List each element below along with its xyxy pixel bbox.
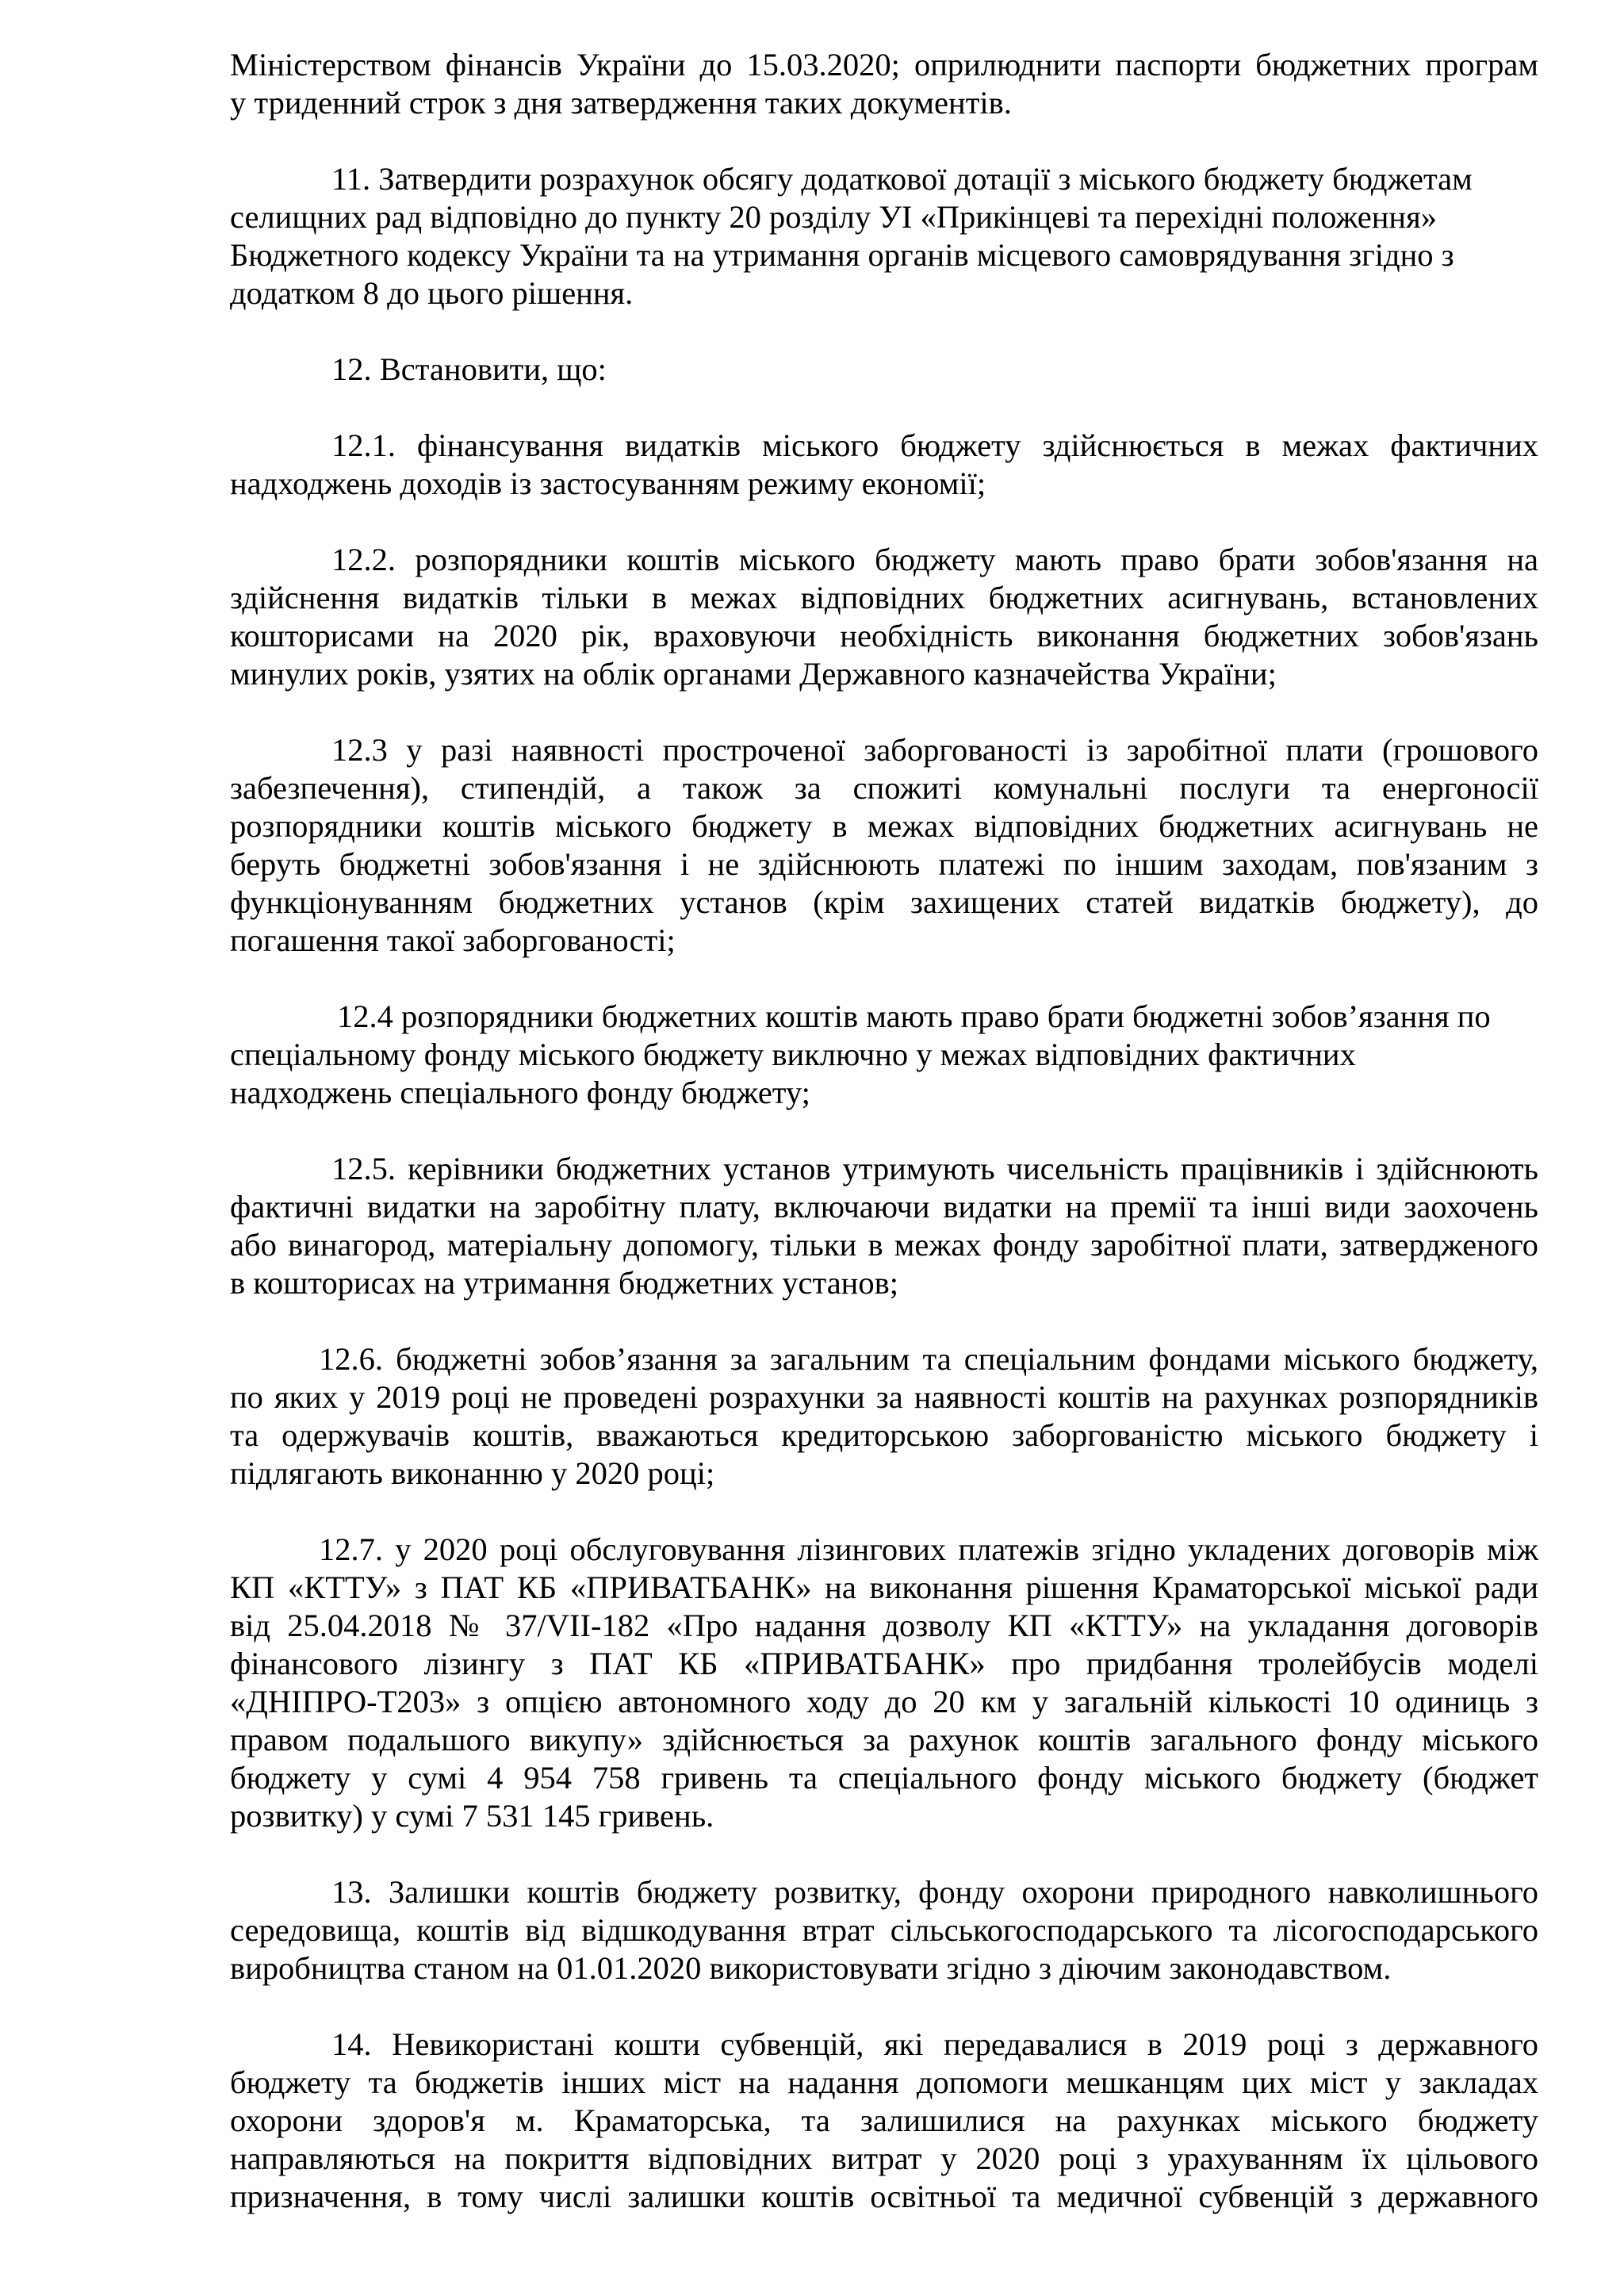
text-line: 11. Затвердити розрахунок обсягу додаткової дотації з міського бюджету бюджетам xyxy=(331,161,1473,197)
text-line: правом подальшого викупу» здійснюється за рахунок коштів загального фонду міського xyxy=(230,1722,1538,1757)
text-line: 14. Невикористані кошти субвенцій, які передавалися в 2019 році з державного xyxy=(331,2026,1538,2062)
text-line: виробництва станом на 01.01.2020 використовувати згідно з діючим законодавством. xyxy=(230,1950,1392,1986)
text-line: спеціальному фонду міського бюджету виключно у межах відповідних фактичних xyxy=(230,1037,1356,1072)
text-line: підлягають виконанню у 2020 році; xyxy=(230,1455,715,1491)
paragraph-12-1 xyxy=(230,427,1538,503)
paragraph-12-7 xyxy=(230,1531,1538,1835)
text-line: 12.1. фінансування видатків міського бюджету здійснюється в межах фактичних xyxy=(331,427,1538,463)
text-line: 12.5. керівники бюджетних установ утримують чисельність працівників і здійснюють xyxy=(331,1151,1538,1186)
document-page xyxy=(230,46,1538,2216)
paragraph-14 xyxy=(230,2026,1538,2216)
text-line: по яких у 2019 році не проведені розрахунки за наявності коштів на рахунках розпорядників xyxy=(230,1379,1538,1415)
text-line: 13. Залишки коштів бюджету розвитку, фонду охорони природного навколишнього xyxy=(331,1874,1538,1910)
paragraph-12-6 xyxy=(230,1340,1538,1493)
paragraph-12-4 xyxy=(230,998,1538,1112)
paragraph-12-5 xyxy=(230,1150,1538,1302)
text-line: 12.7. у 2020 році обслуговування лізингових платежів згідно укладених договорів між xyxy=(319,1531,1538,1567)
text-line: бюджету у сумі 4 954 758 гривень та спеціального фонду міського бюджету (бюджет xyxy=(230,1760,1538,1796)
text-line: або винагород, матеріальну допомогу, тільки в межах фонду заробітної плати, затвердженого xyxy=(230,1227,1538,1263)
text-line: бюджету та бюджетів інших міст на надання допомоги мешканцям цих міст у закладах xyxy=(230,2064,1538,2100)
text-line: КП «КТТУ» з ПАТ КБ «ПРИВАТБАНК» на виконання рішення Краматорської міської ради xyxy=(230,1570,1538,1605)
paragraph-12 xyxy=(230,351,1538,389)
text-line: призначення, в тому числі залишки коштів освітньої та медичної субвенцій з державного xyxy=(230,2179,1538,2214)
text-line: Міністерством фінансів України до 15.03.2020; оприлюднити паспорти бюджетних програм xyxy=(230,47,1538,82)
text-line: розвитку) у сумі 7 531 145 гривень. xyxy=(230,1798,714,1834)
text-line: від 25.04.2018 № 37/VII-182 «Про надання дозволу КП «КТТУ» на укладання договорів xyxy=(230,1608,1538,1643)
text-line: забезпечення), стипендій, а також за спожиті комунальні послуги та енергоносії xyxy=(230,770,1538,806)
paragraph-13 xyxy=(230,1873,1538,1987)
text-line: в кошторисах на утримання бюджетних установ; xyxy=(230,1265,898,1301)
text-line: у триденний строк з дня затвердження таких документів. xyxy=(230,85,1012,121)
paragraph-12-2 xyxy=(230,541,1538,693)
text-line: фактичні видатки на заробітну плату, включаючи видатки на премії та інші види заохочень xyxy=(230,1189,1538,1225)
paragraph-intro xyxy=(230,46,1538,122)
text-line: та одержувачів коштів, вважаються кредиторською заборгованістю міського бюджету і xyxy=(230,1417,1538,1453)
text-line: направляються на покриття відповідних витрат у 2020 році з урахуванням їх цільового xyxy=(230,2141,1538,2176)
text-line: погашення такої заборгованості; xyxy=(230,922,676,958)
text-line: здійснення видатків тільки в межах відповідних бюджетних асигнувань, встановлених xyxy=(230,580,1538,615)
text-line: 12.6. бюджетні зобов’язання за загальним та спеціальним фондами міського бюджету, xyxy=(319,1341,1538,1377)
text-line: 12.3 у разі наявності простроченої заборгованості із заробітної плати (грошового xyxy=(331,732,1538,768)
text-line: функціонуванням бюджетних установ (крім захищених статей видатків бюджету), до xyxy=(230,884,1538,920)
text-line: беруть бюджетні зобов'язання і не здійснюють платежі по іншим заходам, пов'язаним з xyxy=(230,846,1538,882)
text-line: селищних рад відповідно до пункту 20 розділу УІ «Прикінцеві та перехідні положення» xyxy=(230,199,1437,235)
paragraph-12-3 xyxy=(230,731,1538,960)
paragraph-11 xyxy=(230,160,1538,312)
text-line: кошторисами на 2020 рік, враховуючи необхідність виконання бюджетних зобов'язань xyxy=(230,618,1538,654)
text-line: середовища, коштів від відшкодування втрат сільськогосподарського та лісогосподарського xyxy=(230,1912,1538,1948)
text-line: надходжень доходів із застосуванням режиму економії; xyxy=(230,466,986,501)
text-line: 12. Встановити, що: xyxy=(331,351,607,387)
text-line: 12.2. розпорядники коштів міського бюджету мають право брати зобов'язання на xyxy=(331,542,1538,577)
text-line: надходжень спеціального фонду бюджету; xyxy=(230,1075,810,1110)
text-line: фінансового лізингу з ПАТ КБ «ПРИВАТБАНК» про придбання тролейбусів моделі xyxy=(230,1646,1538,1681)
text-line: Бюджетного кодексу України та на утримання органів місцевого самоврядування згідно з xyxy=(230,237,1454,273)
text-line: минулих років, узятих на облік органами Державного казначейства України; xyxy=(230,656,1277,692)
text-line: охорони здоров'я м. Краматорська, та залишилися на рахунках міського бюджету xyxy=(230,2102,1538,2138)
text-line: додатком 8 до цього рішення. xyxy=(230,275,634,311)
text-line: розпорядники коштів міського бюджету в межах відповідних бюджетних асигнувань не xyxy=(230,808,1538,844)
text-line: «ДНІПРО-Т203» з опцією автономного ходу до 20 км у загальній кількості 10 одиниць з xyxy=(230,1684,1538,1719)
text-line: 12.4 розпорядники бюджетних коштів мають право брати бюджетні зобов’язання по xyxy=(337,999,1491,1034)
